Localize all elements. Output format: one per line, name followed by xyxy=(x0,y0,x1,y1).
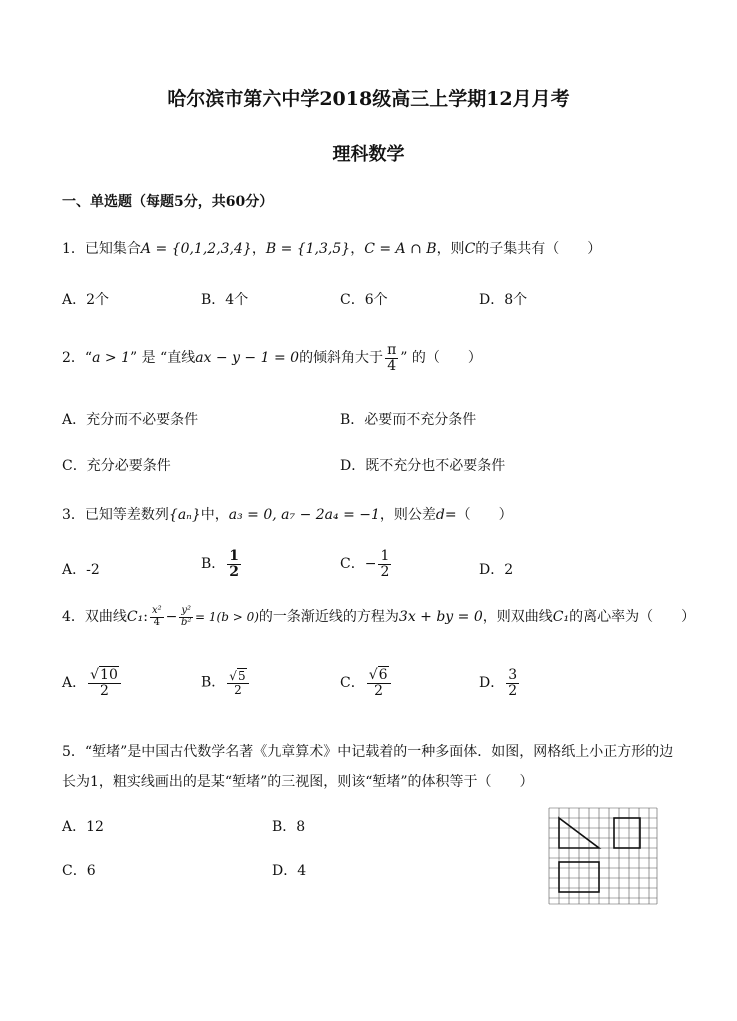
radicand: 10 xyxy=(100,667,118,683)
question-text: ” 是 “直线 xyxy=(129,350,196,367)
fraction-denominator: 2 xyxy=(234,682,242,697)
q3-option-c xyxy=(340,549,393,579)
fraction-half xyxy=(378,549,391,579)
q2-option-c: C．充分必要条件 xyxy=(62,458,171,474)
question-text: 的离心率为（ ） xyxy=(569,609,696,625)
q1-option-c: C．6个 xyxy=(340,292,388,308)
q4-option-b xyxy=(201,670,251,696)
question-number: 2． xyxy=(62,350,85,367)
fraction-denominator: b² xyxy=(180,616,192,628)
question-text: ，则公差 xyxy=(379,507,436,523)
q1-option-a: A．2个 xyxy=(62,292,110,308)
fraction-denominator: 2 xyxy=(100,682,109,699)
fraction-y-sq-over-b-sq xyxy=(179,606,193,628)
math-set-a: A = {0,1,2,3,4} xyxy=(140,241,252,257)
q2-option-a: A．充分而不必要条件 xyxy=(62,412,199,428)
fraction-half xyxy=(227,549,241,579)
option-label: B． xyxy=(201,556,226,573)
radicand: 6 xyxy=(378,667,388,683)
section-heading: 一、单选题（每题5分，共60分） xyxy=(62,194,274,210)
fraction-numerator: y² xyxy=(181,605,192,616)
question-number: 3． xyxy=(62,507,85,523)
question-number: 1． xyxy=(62,241,85,257)
question-text: 的一条渐近线的方程为 xyxy=(258,609,399,625)
q4-option-c xyxy=(340,668,393,698)
math-set-b: B = {1,3,5} xyxy=(265,241,351,257)
question-text: 双曲线 xyxy=(84,609,127,625)
q2-option-d: D．既不充分也不必要条件 xyxy=(340,458,506,474)
fraction-denominator: 4 xyxy=(153,616,160,628)
fraction-numerator: x² xyxy=(151,605,162,616)
math-d: d xyxy=(435,507,445,523)
q5-option-a: A．12 xyxy=(62,819,104,835)
option-label: B． xyxy=(201,674,226,691)
three-view-grid-figure xyxy=(546,806,660,906)
math-sequence: {aₙ} xyxy=(168,507,201,523)
fraction-3-over-2 xyxy=(506,668,519,698)
fraction-numerator: 3 xyxy=(508,667,518,683)
math-equation: = 1(b > 0) xyxy=(195,610,259,624)
q5-option-c: C．6 xyxy=(62,863,96,879)
q3-option-d: D．2 xyxy=(479,562,514,578)
math-curve: C₁ xyxy=(126,609,144,625)
option-label: A． xyxy=(62,675,87,692)
exam-subtitle: 理科数学 xyxy=(332,144,405,165)
colon: : xyxy=(143,609,148,625)
question-text: 已知集合 xyxy=(84,241,141,257)
question-5-line-2: 长为1，粗实线画出的是某“堑堵”的三视图，则该“堑堵”的体积等于（ ） xyxy=(62,774,534,790)
question-text: ” 的（ ） xyxy=(400,350,482,367)
question-5-line-1: 5．“堑堵”是中国古代数学名著《九章算术》中记载着的一种多面体．如图，网格纸上小正方形的边 xyxy=(62,744,674,760)
fraction-denominator: 4 xyxy=(387,357,397,374)
fraction-denominator: 2 xyxy=(229,563,240,580)
question-text: 的倾斜角大于 xyxy=(299,350,384,367)
question-text: 已知等差数列 xyxy=(84,507,169,523)
math-condition: a > 1 xyxy=(92,350,130,367)
q4-option-d xyxy=(479,668,521,698)
minus-sign: − xyxy=(165,609,178,625)
q1-option-b: B．4个 xyxy=(201,292,249,308)
question-2 xyxy=(62,343,482,373)
side-view-square xyxy=(614,818,640,848)
option-label: C．− xyxy=(340,556,377,573)
exam-title: 哈尔滨市第六中学2018级高三上学期12月月考 xyxy=(167,88,570,110)
q2-option-b: B．必要而不充分条件 xyxy=(340,412,477,428)
fraction-sqrt-10-over-2: $\frac{√10}{2}$ xyxy=(88,668,121,698)
question-text: =（ ） xyxy=(444,507,513,523)
math-asymptote: 3x + by = 0 xyxy=(398,609,483,625)
fraction-denominator: 2 xyxy=(374,682,384,699)
fraction-sqrt-5-over-2: $\frac{√5}{2}$ xyxy=(227,670,248,696)
separator: ， xyxy=(350,241,365,257)
question-4 xyxy=(62,606,695,628)
fraction-sqrt-6-over-2: $\frac{√6}{2}$ xyxy=(367,668,391,698)
math-curve: C₁ xyxy=(552,609,570,625)
fraction-x-sq-over-4 xyxy=(150,606,164,628)
fraction-denominator: 2 xyxy=(508,682,518,699)
question-number: 4． xyxy=(62,609,85,625)
question-text: 中， xyxy=(200,507,229,523)
q5-option-d: D．4 xyxy=(272,863,307,879)
q3-option-a: A．-2 xyxy=(62,562,100,578)
math-condition: a₃ = 0, a₇ − 2a₄ = −1 xyxy=(228,507,380,523)
separator: ， xyxy=(251,241,266,257)
radicand: 5 xyxy=(237,669,246,683)
q3-option-b xyxy=(201,549,243,579)
question-3 xyxy=(62,504,513,524)
q4-option-a xyxy=(62,668,123,698)
q5-option-b: B．8 xyxy=(272,819,306,835)
q1-option-d: D．8个 xyxy=(479,292,528,308)
question-text: ，则 xyxy=(436,241,465,257)
fraction-numerator: π xyxy=(387,342,397,358)
math-line-equation: ax − y − 1 = 0 xyxy=(195,350,300,367)
quote: “ xyxy=(84,350,93,367)
fraction-numerator: 1 xyxy=(229,548,240,564)
question-text: ，则双曲线 xyxy=(482,609,553,625)
math-set-c: C = A ∩ B xyxy=(364,241,437,257)
fraction-pi-over-4 xyxy=(385,343,398,373)
fraction-numerator: 1 xyxy=(380,548,390,564)
option-label: C． xyxy=(340,675,365,692)
math-c: C xyxy=(464,241,476,257)
option-label: D． xyxy=(479,675,505,692)
question-1 xyxy=(62,238,601,258)
question-text: 的子集共有（ ） xyxy=(475,241,602,257)
fraction-denominator: 2 xyxy=(380,563,390,580)
